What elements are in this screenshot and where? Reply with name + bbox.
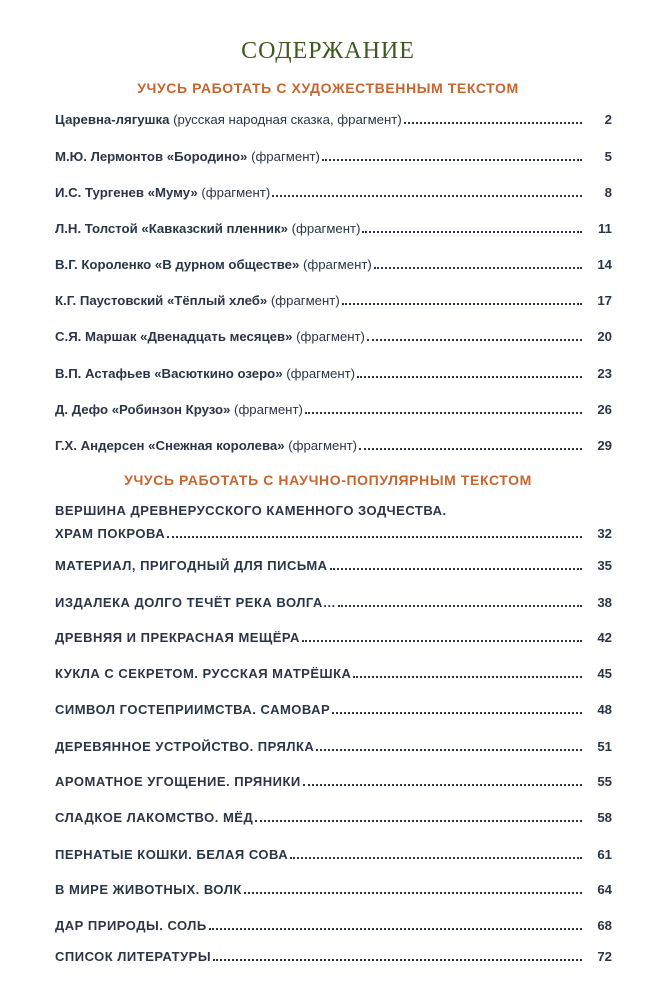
toc-entry[interactable]: СИМВОЛ ГОСТЕПРИИМСТВА. САМОВАР 48 [55, 702, 612, 717]
page-number: 55 [597, 774, 612, 789]
page-number: 17 [597, 293, 612, 308]
toc-entry[interactable]: Л.Н. Толстой «Кавказский пленник» (фрагмент) 11 [55, 221, 612, 236]
toc-entry[interactable]: В.Г. Короленко «В дурном обществе» (фрагмент) 14 [55, 257, 612, 272]
page-number: 42 [597, 630, 612, 645]
dot-leader [167, 536, 582, 538]
page-number: 5 [604, 149, 612, 164]
toc-entry[interactable]: ИЗДАЛЕКА ДОЛГО ТЕЧЁТ РЕКА ВОЛГА… 38 [55, 595, 612, 610]
dot-leader [316, 749, 582, 751]
dot-leader [213, 959, 582, 961]
toc-entry[interactable]: КУКЛА С СЕКРЕТОМ. РУССКАЯ МАТРЁШКА 45 [55, 666, 612, 681]
toc-entry[interactable]: ХРАМ ПОКРОВА 32 [55, 526, 612, 541]
page-number: 48 [597, 702, 612, 717]
dot-leader [362, 231, 582, 233]
dot-leader [290, 857, 582, 859]
toc-entry[interactable]: С.Я. Маршак «Двенадцать месяцев» (фрагмент) 20 [55, 329, 612, 344]
page-number: 8 [604, 185, 612, 200]
toc-entry[interactable]: МАТЕРИАЛ, ПРИГОДНЫЙ ДЛЯ ПИСЬМА 35 [55, 558, 612, 573]
page-number: 68 [597, 918, 612, 933]
page-number: 20 [597, 329, 612, 344]
dot-leader [255, 820, 582, 822]
dot-leader [303, 784, 582, 786]
toc-entry[interactable]: АРОМАТНОЕ УГОЩЕНИЕ. ПРЯНИКИ 55 [55, 774, 612, 789]
toc-entry[interactable]: ДЕРЕВЯННОЕ УСТРОЙСТВО. ПРЯЛКА 51 [55, 739, 612, 754]
dot-leader [367, 339, 582, 341]
dot-leader [374, 267, 582, 269]
dot-leader [322, 159, 582, 161]
toc-entry[interactable]: СЛАДКОЕ ЛАКОМСТВО. МЁД 58 [55, 810, 612, 825]
page-number: 23 [597, 366, 612, 381]
toc-entry[interactable]: СПИСОК ЛИТЕРАТУРЫ 72 [55, 949, 612, 964]
page-number: 45 [597, 666, 612, 681]
page-number: 61 [597, 847, 612, 862]
toc-entry[interactable]: И.С. Тургенев «Муму» (фрагмент) 8 [55, 185, 612, 200]
page-number: 14 [597, 257, 612, 272]
dot-leader [357, 376, 582, 378]
dot-leader [353, 676, 582, 678]
toc-entry[interactable]: Г.Х. Андерсен «Снежная королева» (фрагмент) 29 [55, 438, 612, 453]
page-number: 29 [597, 438, 612, 453]
page-number: 32 [597, 526, 612, 541]
dot-leader [330, 568, 582, 570]
toc-entry[interactable]: Царевна-лягушка (русская народная сказка, фрагмент) 2 [55, 112, 612, 127]
dot-leader [338, 605, 582, 607]
page-title: СОДЕРЖАНИЕ [241, 38, 415, 64]
page-number: 64 [597, 882, 612, 897]
toc-entry[interactable]: В.П. Астафьев «Васюткино озеро» (фрагмент) 23 [55, 366, 612, 381]
dot-leader [302, 640, 582, 642]
page-number: 35 [597, 558, 612, 573]
toc-entry[interactable]: К.Г. Паустовский «Тёплый хлеб» (фрагмент) 17 [55, 293, 612, 308]
toc-entry[interactable]: ДАР ПРИРОДЫ. СОЛЬ 68 [55, 918, 612, 933]
toc-entry[interactable]: ПЕРНАТЫЕ КОШКИ. БЕЛАЯ СОВА 61 [55, 847, 612, 862]
dot-leader [305, 412, 582, 414]
dot-leader [359, 448, 582, 450]
toc-entry[interactable]: В МИРЕ ЖИВОТНЫХ. ВОЛК 64 [55, 882, 612, 897]
dot-leader [209, 928, 582, 930]
page-number: 26 [597, 402, 612, 417]
page-number: 11 [598, 221, 612, 236]
dot-leader [244, 892, 582, 894]
dot-leader [332, 712, 582, 714]
dot-leader [272, 195, 582, 197]
page-number: 58 [597, 810, 612, 825]
toc-entry-first-line[interactable]: ВЕРШИНА ДРЕВНЕРУССКОГО КАМЕННОГО ЗОДЧЕСТВА. [55, 503, 447, 518]
section-heading-literary: УЧУСЬ РАБОТАТЬ С ХУДОЖЕСТВЕННЫМ ТЕКСТОМ [137, 80, 519, 96]
page-number: 51 [597, 739, 612, 754]
dot-leader [342, 303, 582, 305]
dot-leader [404, 122, 582, 124]
toc-entry[interactable]: Д. Дефо «Робинзон Крузо» (фрагмент) 26 [55, 402, 612, 417]
page-number: 72 [597, 949, 612, 964]
page-number: 38 [597, 595, 612, 610]
toc-entry[interactable]: ДРЕВНЯЯ И ПРЕКРАСНАЯ МЕЩЁРА 42 [55, 630, 612, 645]
section-heading-popular-science: УЧУСЬ РАБОТАТЬ С НАУЧНО-ПОПУЛЯРНЫМ ТЕКСТОМ [124, 472, 532, 488]
toc-entry[interactable]: М.Ю. Лермонтов «Бородино» (фрагмент) 5 [55, 149, 612, 164]
page-number: 2 [604, 112, 612, 127]
